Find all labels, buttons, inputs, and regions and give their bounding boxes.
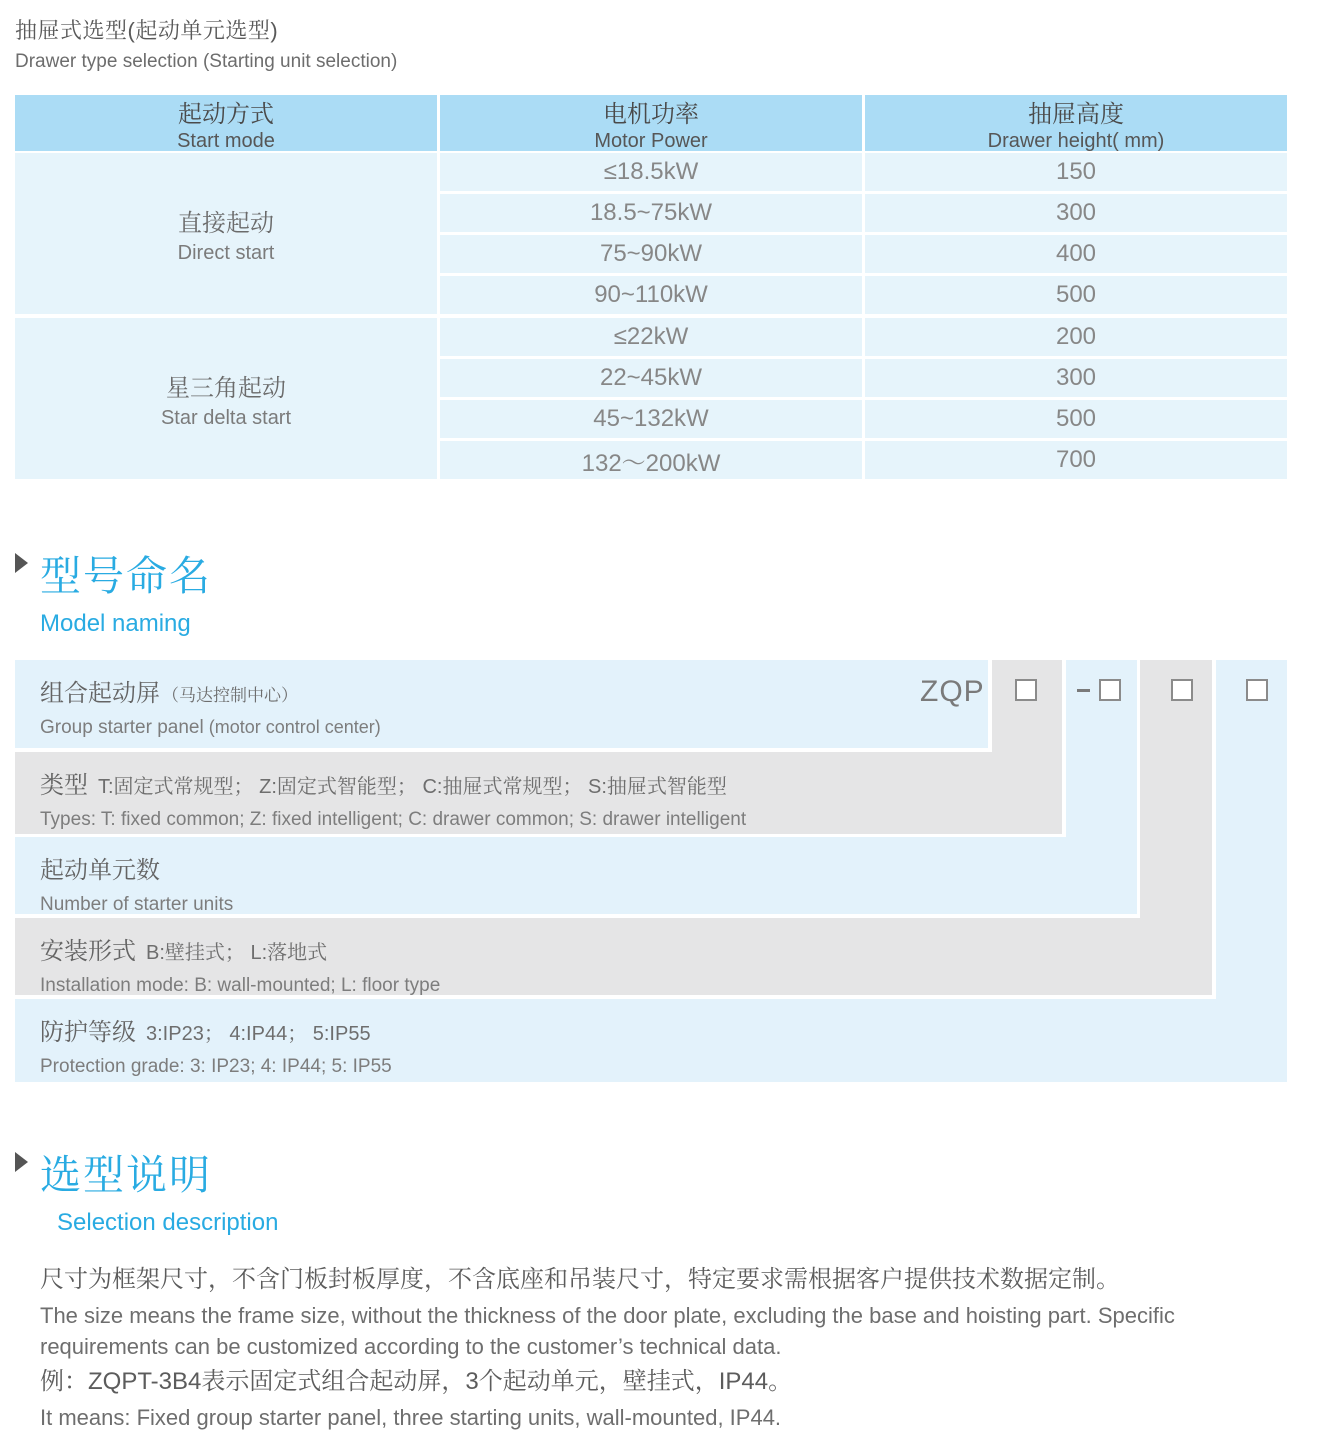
naming-label-zh: 组合起动屏	[40, 680, 160, 707]
mode-label-en: Direct start	[177, 241, 275, 264]
section-title-zh: 选型说明	[40, 1152, 212, 1198]
selection-table	[15, 95, 1287, 479]
mode-label-en: Star delta start	[160, 406, 292, 429]
col-header-drawer-height	[865, 95, 1287, 151]
naming-row-protection	[15, 999, 1287, 1082]
col-header-en: Motor Power	[594, 129, 708, 152]
col-header-en: Start mode	[177, 129, 275, 152]
desc-paragraph-en: The size means the frame size, without the thickness of the door plate, excluding the base and hoisting part. Specific requirements can be customized according to the customer’s technical data.	[40, 1303, 1175, 1359]
model-naming-diagram	[15, 660, 1287, 1082]
doc-title	[15, 14, 1287, 73]
desc-example-zh: 例：ZQPT-3B4表示固定式组合起动屏，3个起动单元，壁挂式，IP44。	[40, 1368, 793, 1395]
height-cell: 150	[865, 153, 1287, 191]
placeholder-box-units	[1099, 679, 1121, 701]
desc-example-en: It means: Fixed group starter panel, three starting units, wall-mounted, IP44.	[40, 1405, 782, 1430]
triangle-bullet-icon	[15, 1152, 28, 1172]
power-cell: 45~132kW	[440, 400, 862, 438]
placeholder-box-protection	[1246, 679, 1268, 701]
power-cell: 18.5~75kW	[440, 194, 862, 232]
doc-title-zh: 抽屉式选型(起动单元选型)	[15, 18, 279, 43]
section-subtitle-en: Selection description	[57, 1209, 279, 1236]
section-subtitle-en: Model naming	[40, 610, 191, 637]
section-heading-model-naming	[15, 543, 1287, 602]
section-heading-selection-description	[15, 1142, 1287, 1201]
power-cell: ≤22kW	[440, 318, 862, 356]
height-cell: 200	[865, 318, 1287, 356]
mode-label-zh: 直接起动	[178, 209, 274, 237]
col-header-motor-power	[440, 95, 862, 151]
model-code-prefix: ZQP	[920, 675, 985, 708]
placeholder-box-type	[1015, 679, 1037, 701]
height-cell: 300	[865, 359, 1287, 397]
mode-label-zh: 星三角起动	[166, 374, 286, 402]
power-cell: 22~45kW	[440, 359, 862, 397]
height-cell: 500	[865, 400, 1287, 438]
height-cell: 700	[865, 441, 1287, 479]
naming-label-zh: 防护等级	[40, 1019, 136, 1046]
naming-label-en: Protection grade: 3: IP23; 4: IP44; 5: IP55	[40, 1056, 392, 1077]
start-mode-cell	[15, 153, 437, 314]
naming-label-zh-sub: B:壁挂式； L:落地式	[146, 942, 328, 964]
naming-row-units	[15, 837, 1137, 914]
doc-title-en: Drawer type selection (Starting unit selection)	[15, 51, 398, 72]
selection-table-header	[15, 95, 1287, 151]
table-group-star-delta	[15, 318, 1287, 479]
naming-label-en: Types: T: fixed common; Z: fixed intelligent; C: drawer common; S: drawer intelligent	[40, 809, 747, 830]
naming-en-sub: (motor control center)	[203, 717, 381, 737]
height-cell: 400	[865, 235, 1287, 273]
naming-label-en: Number of starter units	[40, 894, 234, 915]
triangle-bullet-icon	[15, 553, 28, 573]
col-header-zh: 起动方式	[178, 100, 274, 128]
naming-label-zh-sub: T:固定式常规型； Z:固定式智能型； C:抽屉式常规型； S:抽屉式智能型	[98, 776, 727, 798]
naming-row-group-starter-panel	[15, 660, 988, 748]
naming-label-en	[40, 717, 988, 739]
power-cell: 75~90kW	[440, 235, 862, 273]
placeholder-box-installation	[1171, 679, 1193, 701]
section-title-zh: 型号命名	[40, 553, 212, 599]
power-cell: 132～200kW	[440, 441, 862, 479]
naming-label-zh-sub: （马达控制中心）	[162, 686, 298, 705]
desc-paragraph-zh: 尺寸为框架尺寸，不含门板封板厚度，不含底座和吊装尺寸，特定要求需根据客户提供技术数据定制。	[40, 1266, 1120, 1293]
naming-en-main: Group starter panel	[40, 717, 204, 738]
naming-row-type	[15, 752, 1062, 834]
selection-description-body	[15, 1263, 1265, 1433]
naming-label-zh: 安装形式	[40, 938, 136, 965]
height-cell: 300	[865, 194, 1287, 232]
col-header-start-mode	[15, 95, 437, 151]
naming-label-en: Installation mode: B: wall-mounted; L: floor type	[40, 975, 441, 996]
dash-separator	[1077, 689, 1090, 692]
start-mode-cell	[15, 318, 437, 479]
naming-label-zh-sub: 3:IP23； 4:IP44； 5:IP55	[146, 1023, 371, 1045]
naming-row-installation	[15, 918, 1212, 995]
table-group-direct-start	[15, 153, 1287, 314]
power-cell: 90~110kW	[440, 276, 862, 314]
col-header-zh: 抽屉高度	[1028, 100, 1124, 128]
page-content	[15, 0, 1287, 1433]
col-header-zh: 电机功率	[603, 100, 699, 128]
naming-label-zh: 类型	[40, 772, 88, 799]
col-header-en: Drawer height( mm)	[987, 129, 1165, 152]
naming-label-zh: 起动单元数	[40, 857, 160, 884]
power-cell: ≤18.5kW	[440, 153, 862, 191]
height-cell: 500	[865, 276, 1287, 314]
